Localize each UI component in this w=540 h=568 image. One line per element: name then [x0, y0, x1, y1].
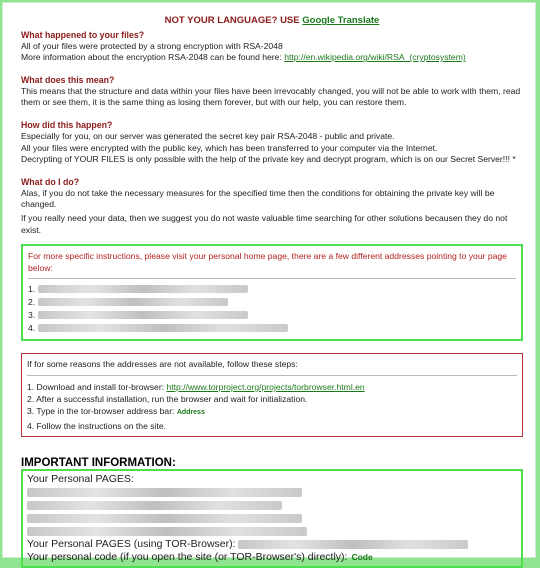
tor-step-3: 3. Type in the tor-browser address bar: Address [27, 406, 205, 417]
personal-code-label: Your personal code (if you open the site (or TOR-Browser's) directly): [27, 550, 348, 563]
tor-step-2: 2. After a successful installation, run the browser and wait for initialization. [27, 394, 308, 405]
wikipedia-rsa-link[interactable]: http://en.wikipedia.org/wiki/RSA_(cryptosystem) [284, 52, 466, 63]
section-heading: What happened to your files? [21, 29, 145, 40]
section-text: All your files were encrypted with the public key, which has been transferred to your computer via the Internet. [21, 142, 438, 153]
section-what-does-this-mean [21, 74, 523, 109]
address-number: 3. [28, 309, 36, 320]
tor-pages-label: Your Personal PAGES (using TOR-Browser): [27, 537, 236, 550]
section-heading: What do I do? [21, 176, 80, 187]
important-info-box [21, 469, 523, 568]
section-what-happened [21, 29, 523, 64]
address-row [28, 309, 516, 321]
address-row [28, 296, 516, 308]
address-row [28, 283, 516, 295]
personal-page-row [27, 512, 517, 525]
address-number: 1. [28, 283, 36, 294]
page-title [21, 15, 523, 27]
blurred-personal-page-link[interactable] [27, 501, 282, 510]
torproject-link[interactable]: http://www.torproject.org/projects/torbrowser.html.en [166, 381, 365, 392]
blurred-address-link[interactable] [38, 298, 228, 306]
tor-step-4: 4. Follow the instructions on the site. [27, 420, 167, 431]
section-text: If you really need your data, then we suggest you do not waste valuable time searching for other solutions becausen they do not exist. [21, 212, 508, 235]
section-heading: What does this mean? [21, 74, 115, 85]
section-text: This means that the structure and data within your files have been irrevocably changed, you will not be able to work with them, read them or see them, it is the same thing as losing them forever, but with our help, you can restore them. [21, 85, 521, 108]
ransom-note-window [2, 2, 536, 563]
address-tag: Address [176, 409, 205, 417]
section-text: More information about the encryption RSA-2048 can be found here: http://en.wikipedia.org/wiki/RSA_(cryptosystem) [21, 52, 466, 63]
address-number: 4. [28, 322, 36, 333]
tor-instructions-box [21, 353, 523, 436]
personal-code-value: Code [351, 551, 373, 562]
blurred-address-link[interactable] [38, 285, 248, 293]
section-text: Especially for you, on our server was generated the secret key pair RSA-2048 - public and private. [21, 130, 395, 141]
address-row [28, 322, 516, 334]
ransom-note-content [21, 15, 523, 568]
personal-pages-label: Your Personal PAGES: [27, 473, 134, 486]
addresses-intro: For more specific instructions, please visit your personal home page, there are a few different addresses pointing to your page below: [28, 251, 516, 279]
tor-pages-row [27, 538, 517, 551]
blurred-address-link[interactable] [38, 324, 288, 332]
section-text: Decrypting of YOUR FILES is only possible with the help of the private key and decrypt program, which is on our Secret Server!!! * [21, 154, 516, 165]
blurred-personal-page-link[interactable] [27, 527, 307, 536]
blurred-tor-page-link[interactable] [238, 540, 468, 549]
personal-addresses-box [21, 244, 523, 341]
blurred-address-link[interactable] [38, 311, 248, 319]
section-heading: How did this happen? [21, 119, 113, 130]
google-translate-link[interactable]: Google Translate [302, 15, 380, 26]
section-text: Alas, if you do not take the necessary measures for the specified time then the conditions for obtaining the private key will be changed. [21, 187, 495, 210]
section-how-did-this-happen [21, 119, 523, 166]
address-number: 2. [28, 296, 36, 307]
personal-code-row [27, 551, 517, 564]
personal-page-row [27, 525, 517, 538]
section-what-do-i-do [21, 176, 523, 236]
section-text: All of your files were protected by a strong encryption with RSA-2048 [21, 40, 283, 51]
blurred-personal-page-link[interactable] [27, 514, 302, 523]
important-info-title: IMPORTANT INFORMATION: [21, 456, 176, 469]
title-text: NOT YOUR LANGUAGE? USE [164, 15, 303, 26]
personal-page-row [27, 499, 517, 512]
blurred-personal-page-link[interactable] [27, 488, 302, 497]
personal-page-row [27, 486, 517, 499]
tor-instructions-lead: If for some reasons the addresses are not available, follow these steps: [27, 359, 517, 376]
tor-step-1: 1. Download and install tor-browser: http://www.torproject.org/projects/torbrowser.html.en [27, 381, 365, 392]
